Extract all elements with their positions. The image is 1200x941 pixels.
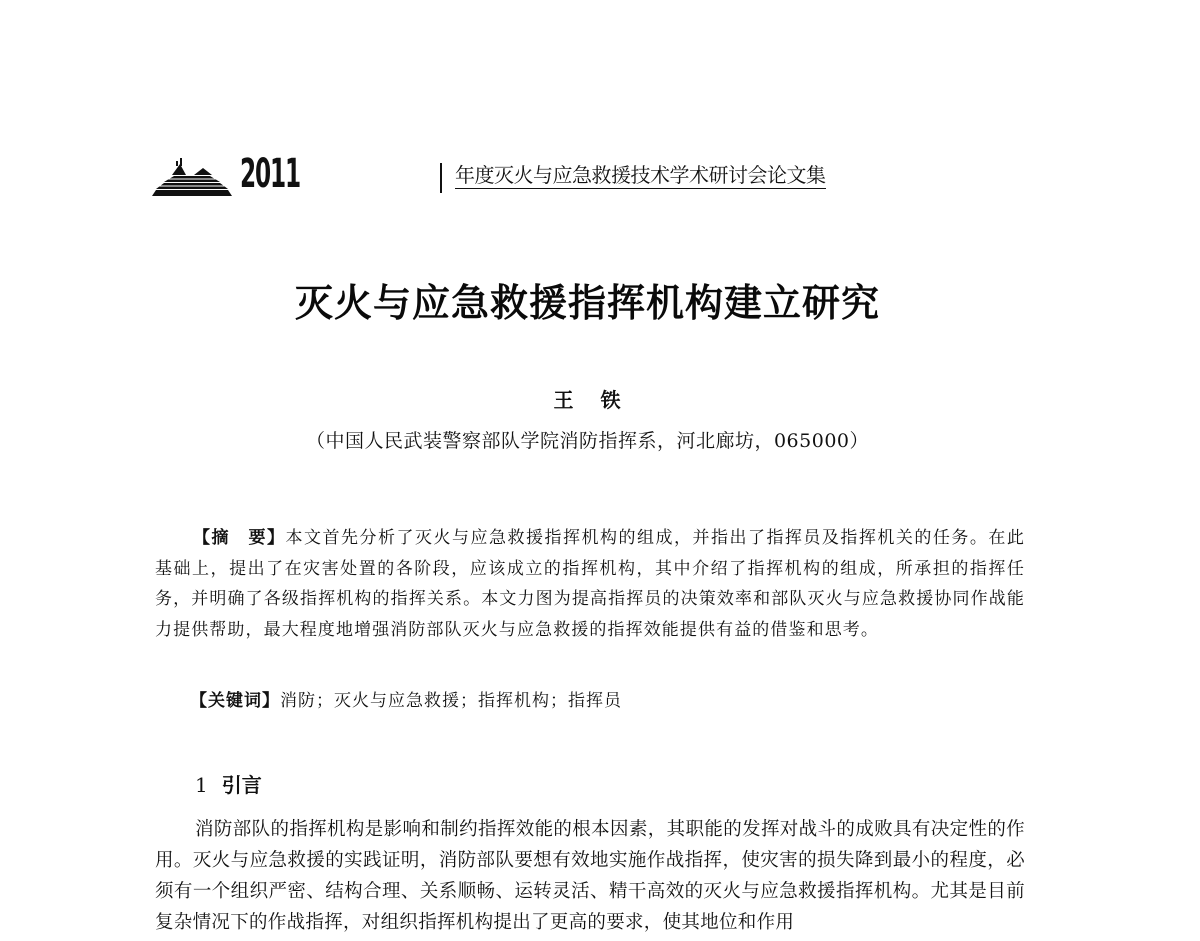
section-number: 1 [195,773,208,797]
abstract-label: 【摘 要】 [193,528,286,548]
header-year: 2011 [240,151,300,197]
running-header [150,150,826,200]
paper-affiliation: （中国人民武装警察部队学院消防指挥系，河北廊坊，065000） [305,430,870,452]
section-title: 引言 [221,773,262,797]
abstract-paragraph [155,523,1025,645]
paper-author: 王 铁 [553,388,622,412]
keywords [190,687,1030,715]
header-separator [440,163,442,193]
keywords-label: 【关键词】 [190,691,280,711]
keywords-text: 消防；灭火与应急救援；指挥机构；指挥员 [280,691,622,711]
paper-title: 灭火与应急救援指挥机构建立研究 [294,280,880,325]
header-collection-title: 年度灭火与应急救援技术学术研讨会论文集 [455,163,826,187]
book-stack-logo-icon [150,156,234,198]
abstract-text: 本文首先分析了灭火与应急救援指挥机构的组成，并指出了指挥员及指挥机关的任务。在此基础上，提出了在灾害处置的各阶段，应该成立的指挥机构，其中介绍了指挥机构的组成，所承担的指挥任务，并明确了各级指挥机构的指挥关系。本文力图为提高指挥员的决策效率和部队灭火与应急救援协同作战能力提供帮助，最大程度地增强消防部队灭火与应急救援的指挥效能提供有益的借鉴和思考。 [155,528,1026,640]
abstract [155,523,1025,645]
body-paragraph: 消防部队的指挥机构是影响和制约指挥效能的根本因素，其职能的发挥对战斗的成败具有决定性的作用。灭火与应急救援的实践证明，消防部队要想有效地实施作战指挥，使灾害的损失降到最小的程度，必须有一个组织严密、结构合理、关系顺畅、运转灵活、精干高效的灭火与应急救援指挥机构。尤其是目前复杂情况下的作战指挥，对组织指挥机构提出了更高的要求，使其地位和作用 [155,819,1025,933]
section-heading [195,771,262,799]
